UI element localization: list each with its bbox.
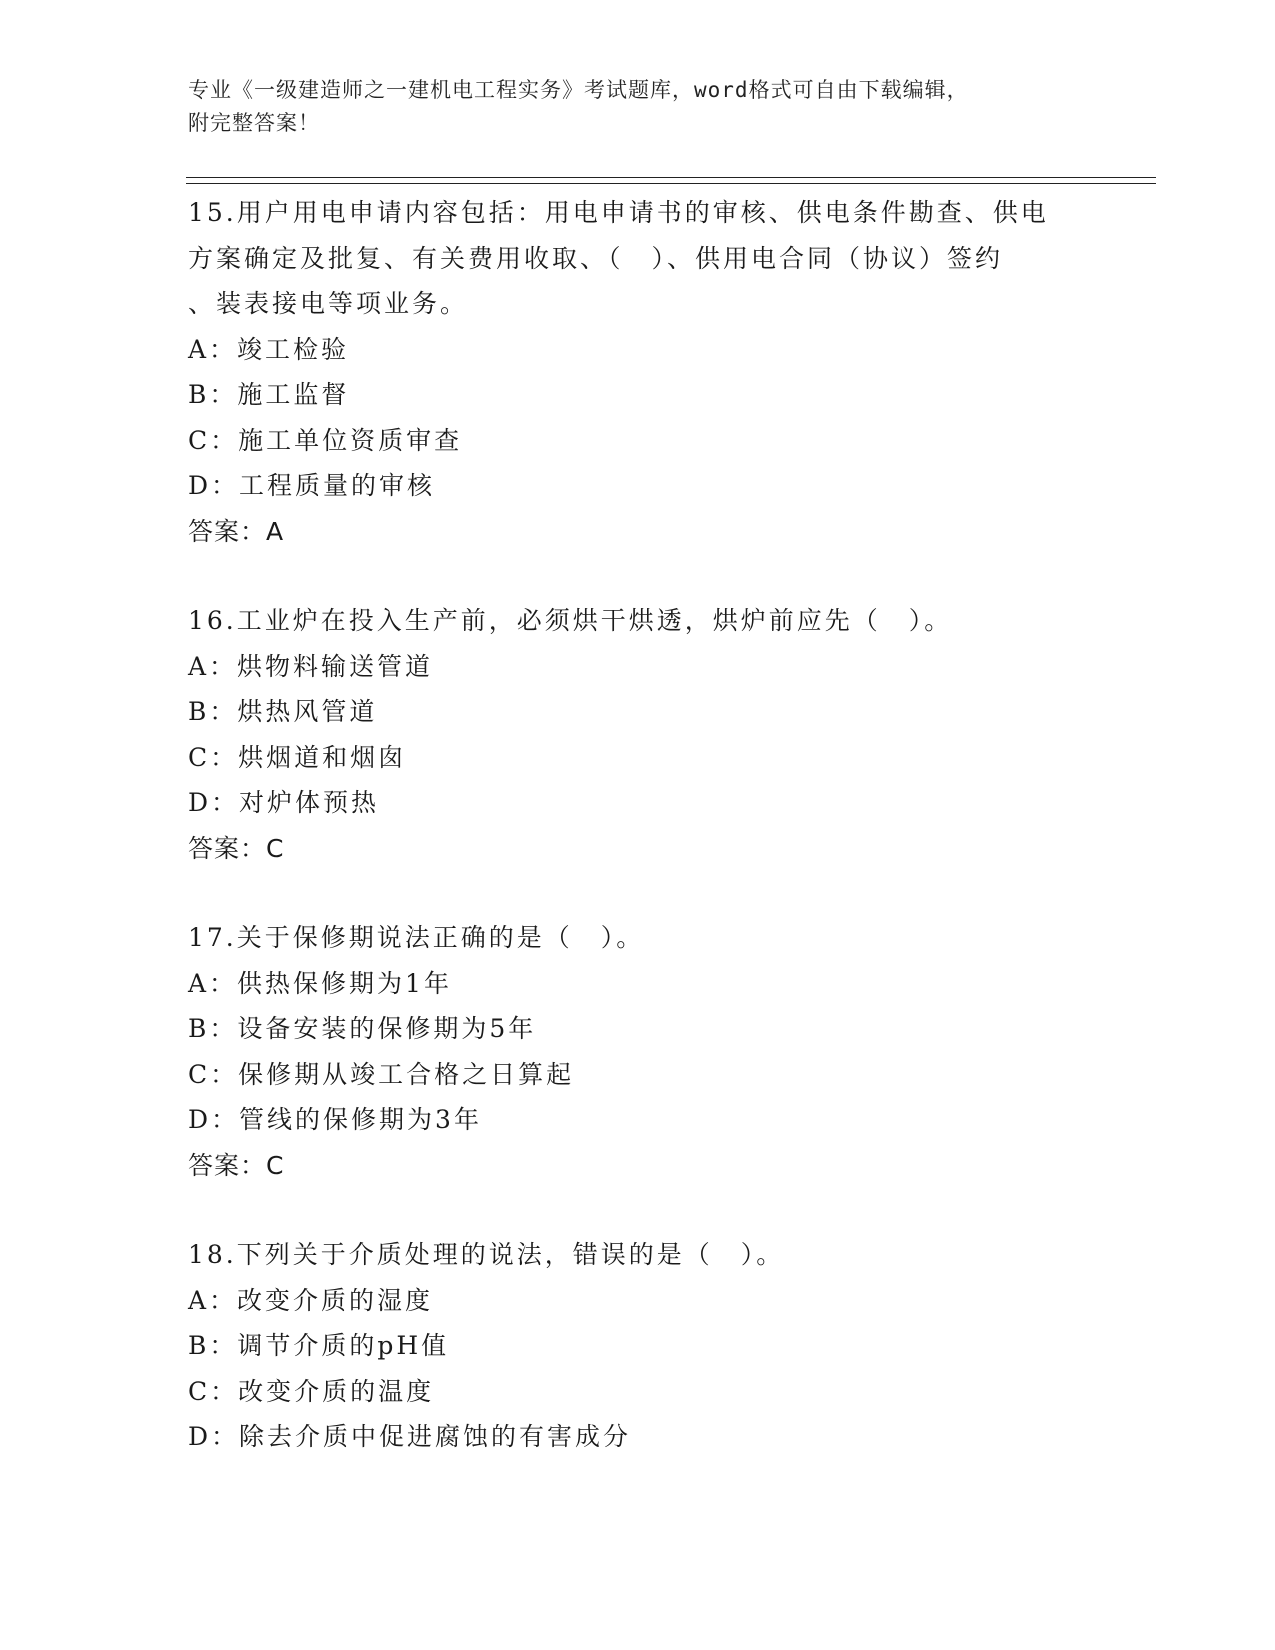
option-a: A：改变介质的湿度 xyxy=(188,1285,434,1315)
option-c: C：施工单位资质审查 xyxy=(188,425,463,455)
option-a: A：供热保修期为1年 xyxy=(188,968,452,998)
option-d: D：工程质量的审核 xyxy=(188,471,436,500)
question-stem-line: 方案确定及批复、有关费用收取、（ ）、供用电合同（协议）签约 xyxy=(188,243,1004,273)
option-c: C：改变介质的温度 xyxy=(188,1376,435,1406)
option-b: B：设备安装的保修期为5年 xyxy=(188,1014,537,1043)
question-stem-line: 17.关于保修期说法正确的是（ ）。 xyxy=(188,923,645,952)
answer-line: 答案：C xyxy=(188,1150,285,1180)
question-stem-line: 15.用户用电申请内容包括：用电申请书的审核、供电条件勘查、供电 xyxy=(188,198,1049,227)
option-b: B：施工监督 xyxy=(188,380,350,409)
answer-line: 答案：C xyxy=(188,833,285,863)
header-line-1: 专业《一级建造师之一建机电工程实务》考试题库，word格式可自由下载编辑， xyxy=(188,78,969,102)
question-stem-line: 18.下列关于介质处理的说法，错误的是（ ）。 xyxy=(188,1240,785,1269)
question-18 xyxy=(188,1232,1088,1460)
question-list xyxy=(188,190,1088,1504)
option-a: A：竣工检验 xyxy=(188,334,350,364)
header-divider xyxy=(186,177,1156,184)
question-17 xyxy=(188,915,1088,1188)
option-a: A：烘物料输送管道 xyxy=(188,651,434,681)
document-header xyxy=(188,74,1088,140)
question-stem-line: 、装表接电等项业务。 xyxy=(188,289,469,318)
answer-line: 答案：A xyxy=(188,516,285,546)
option-c: C：烘烟道和烟囱 xyxy=(188,742,407,772)
option-b: B：调节介质的pH值 xyxy=(188,1331,450,1360)
question-16 xyxy=(188,598,1088,871)
question-15 xyxy=(188,190,1088,554)
option-b: B：烘热风管道 xyxy=(188,697,378,726)
option-d: D：除去介质中促进腐蚀的有害成分 xyxy=(188,1422,632,1451)
header-line-2: 附完整答案！ xyxy=(188,111,320,135)
option-c: C：保修期从竣工合格之日算起 xyxy=(188,1059,575,1089)
option-d: D：管线的保修期为3年 xyxy=(188,1105,482,1134)
question-stem-line: 16.工业炉在投入生产前，必须烘干烘透，烘炉前应先（ ）。 xyxy=(188,606,953,635)
option-d: D：对炉体预热 xyxy=(188,788,380,817)
